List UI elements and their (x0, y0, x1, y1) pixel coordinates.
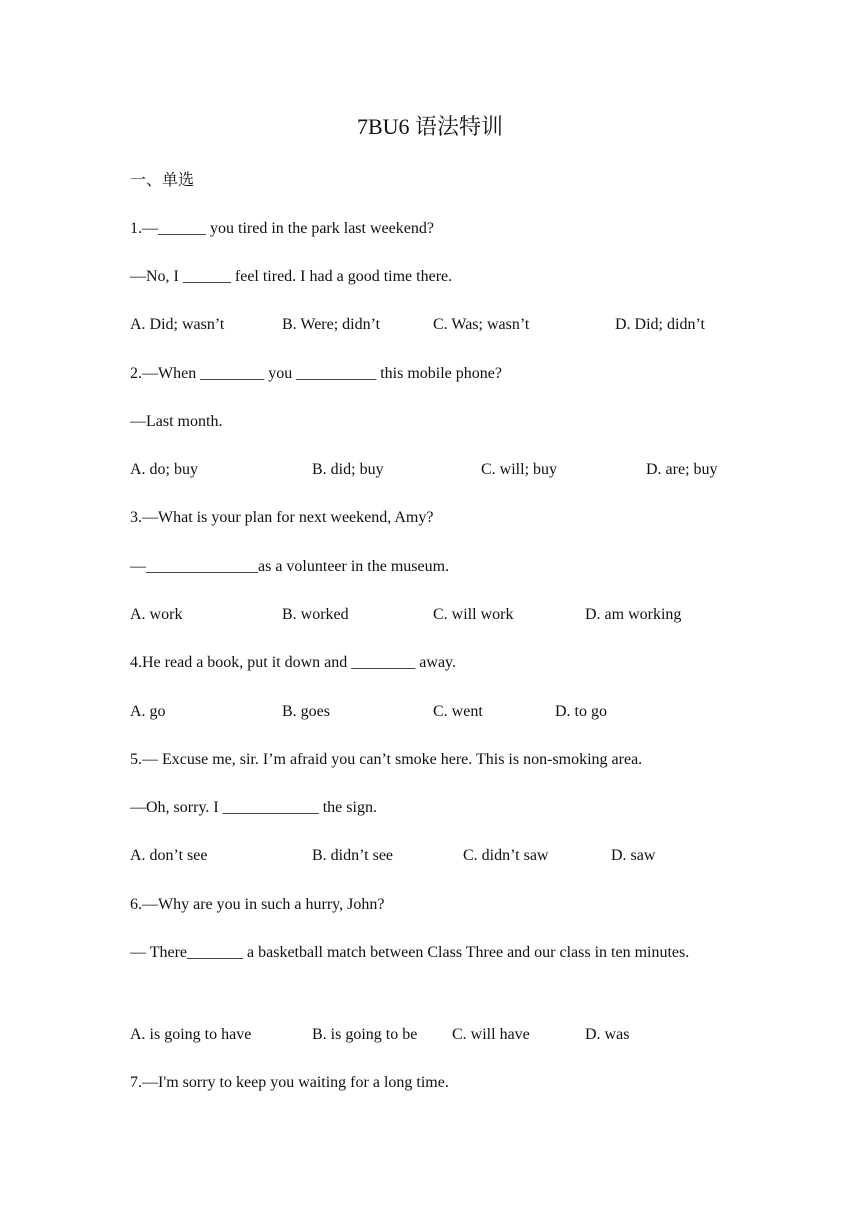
question-3-stem: 3.—What is your plan for next weekend, Amy? (130, 509, 434, 526)
question-2-stem: 2.—When ________ you __________ this mobile phone? (130, 365, 502, 382)
question-3-option-b: B. worked (282, 606, 349, 623)
question-6-option-d: D. was (585, 1026, 630, 1043)
question-2-option-d: D. are; buy (646, 461, 718, 478)
question-1-option-c: C. Was; wasn’t (433, 316, 530, 333)
question-5-option-b: B. didn’t see (312, 847, 394, 864)
question-4-option-a: A. go (130, 703, 166, 720)
question-6-stem: 6.—Why are you in such a hurry, John? (130, 896, 385, 913)
question-6-option-b: B. is going to be (312, 1026, 418, 1043)
question-1-option-b: B. Were; didn’t (282, 316, 381, 333)
question-1-reply: —No, I ______ feel tired. I had a good time there. (130, 268, 453, 285)
question-4-option-c: C. went (433, 703, 483, 720)
question-5-option-a: A. don’t see (130, 847, 208, 864)
question-3-option-a: A. work (130, 606, 183, 623)
question-4-option-b: B. goes (282, 703, 330, 720)
question-2-option-c: C. will; buy (481, 461, 558, 478)
question-2-reply: —Last month. (130, 413, 223, 430)
question-6-option-c: C. will have (452, 1026, 530, 1043)
question-2-option-a: A. do; buy (130, 461, 198, 478)
question-4-stem: 4.He read a book, put it down and ________ away. (130, 654, 456, 671)
question-3-option-c: C. will work (433, 606, 514, 623)
section-heading: 一、单选 (130, 172, 195, 189)
question-7-stem: 7.—I'm sorry to keep you waiting for a long time. (130, 1074, 449, 1091)
question-6-option-a: A. is going to have (130, 1026, 252, 1043)
question-1-option-a: A. Did; wasn’t (130, 316, 225, 333)
question-4-option-d: D. to go (555, 703, 607, 720)
question-5-stem: 5.— Excuse me, sir. I’m afraid you can’t smoke here. This is non-smoking area. (130, 751, 643, 768)
question-5-option-c: C. didn’t saw (463, 847, 549, 864)
question-5-reply: —Oh, sorry. I ____________ the sign. (130, 799, 377, 816)
question-3-reply: —______________as a volunteer in the museum. (130, 558, 450, 575)
question-1-option-d: D. Did; didn’t (615, 316, 705, 333)
question-1-stem: 1.—______ you tired in the park last weekend? (130, 220, 434, 237)
question-3-option-d: D. am working (585, 606, 682, 623)
question-2-option-b: B. did; buy (312, 461, 384, 478)
question-6-reply: — There_______ a basketball match between Class Three and our class in ten minutes. (130, 944, 690, 961)
document-title: 7BU6 语法特训 (356, 114, 504, 139)
question-5-option-d: D. saw (611, 847, 656, 864)
